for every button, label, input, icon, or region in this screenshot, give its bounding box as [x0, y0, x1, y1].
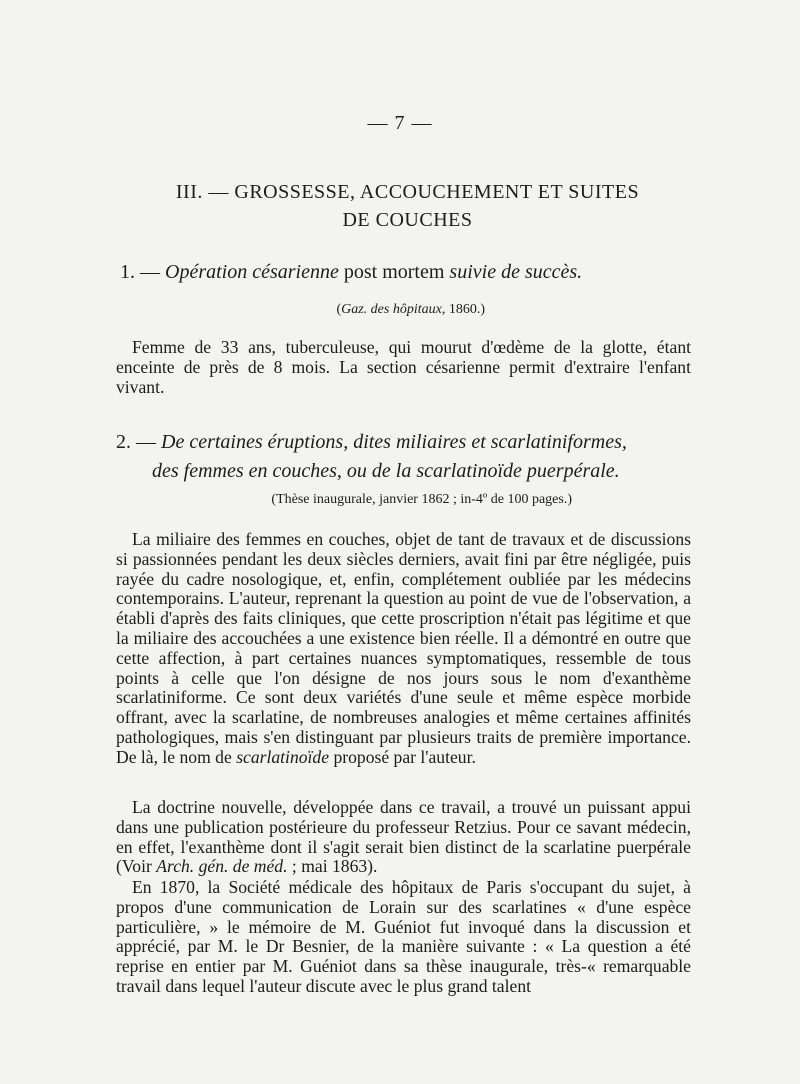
entry-2-paragraph-3: En 1870, la Société médicale des hôpitaux de Paris s'occupant du sujet, à propos d'une communication de Lorain sur des scarlatines « d'une espèce particulière, » le mémoire de M. Guéniot fut invoqué dans la discussion et apprécié, par M. le Dr Besnier, de la manière suivante : « La question a été reprise en entier par M. Guéniot dans sa thèse inaugurale, très-« remarquable travail dans lequel l'auteur discute avec le plus grand talent — [116, 877, 691, 996]
entry-1-title-part-a: Opération césarienne — [165, 261, 339, 283]
entry-1-source-journal: Gaz. des hôpitaux — [341, 302, 442, 317]
entry-2-paragraph-2 — [116, 798, 691, 877]
entry-1-title — [120, 258, 695, 287]
entry-2-p2-journal: Arch. gén. de méd. — [156, 856, 288, 877]
entry-2-title-line-2: des femmes en couches, ou de la scarlatinoïde puerpérale. — [152, 460, 620, 482]
section-heading — [120, 178, 695, 234]
entry-2-number: 2. — — [116, 431, 161, 453]
entry-1-title-part-b: post — [338, 261, 383, 283]
entry-1-number: 1. — — [120, 261, 165, 283]
entry-2-title-line-1: De certaines éruptions, dites miliaires et scarlatiniformes, — [161, 431, 627, 453]
entry-1-title-part-c: mortem — [382, 261, 445, 283]
entry-2-title — [116, 428, 691, 486]
page-number: — 7 — — [367, 112, 433, 134]
entry-2-p2-text-a: La doctrine nouvelle, développée dans ce travail, a trouvé un puissant appui dans une publication postérieure du professeur Retzius. Pour ce savant médecin, en effet, l'exanthème dont il s'agit serait bien distinct de la scarlatine puerpérale (Voir — [116, 797, 691, 877]
entry-1-title-part-e: suivie de succès. — [449, 261, 583, 283]
entry-2-p2-text-b: ; mai 1863). — [287, 856, 378, 877]
entry-1-source — [120, 302, 485, 318]
entry-2-p1-text-a: La miliaire des femmes en couches, objet de tant de travaux et de discussions si passionnées pendant les deux siècles derniers, avait fini par être négligée, puis rayée du cadre nosologique, et, enfin, complétement oubliée par les médecins contemporains. L'auteur, reprenant la question au point de vue de l'observation, a établi d'après des faits cliniques, que cette proscription n'était pas légitime et que la miliaire des accouchées a une existence bien réelle. Il a démontré en outre que cette affection, à part certaines nuances symptomatiques, ressemble de tous points à celle que l'on désigne de nos jours sous le nom d'exanthème scarlatiniforme. Ce sont deux variétés d'une seule et même espèce morbide offrant, avec la scarlatine, de nombreuses analogies et même certaines affinités pathologiques, mais s'en distinguant par plusieurs traits de première importance. De là, le nom de — [116, 529, 691, 767]
entry-2-source: (Thèse inaugurale, janvier 1862 ; in-4º de 100 pages.) — [271, 492, 572, 507]
entry-2-paragraph-1 — [116, 530, 691, 768]
entry-1-source-close: , 1860.) — [441, 302, 485, 317]
entry-2-p1-text-b: proposé par l'auteur. — [329, 746, 476, 767]
section-heading-line-1: III. — GROSSESSE, ACCOUCHEMENT ET SUITES — [175, 181, 640, 203]
section-heading-line-2: DE COUCHES — [342, 209, 473, 231]
entry-1-text: Femme de 33 ans, tuberculeuse, qui mourut d'œdème de la glotte, étant enceinte de près de 8 mois. La section césarienne permit d'extraire l'enfant vivant. — [116, 337, 691, 397]
entry-1-source-open: ( — [336, 302, 342, 317]
entry-2-p1-term: scarlatinoïde — [236, 746, 330, 767]
